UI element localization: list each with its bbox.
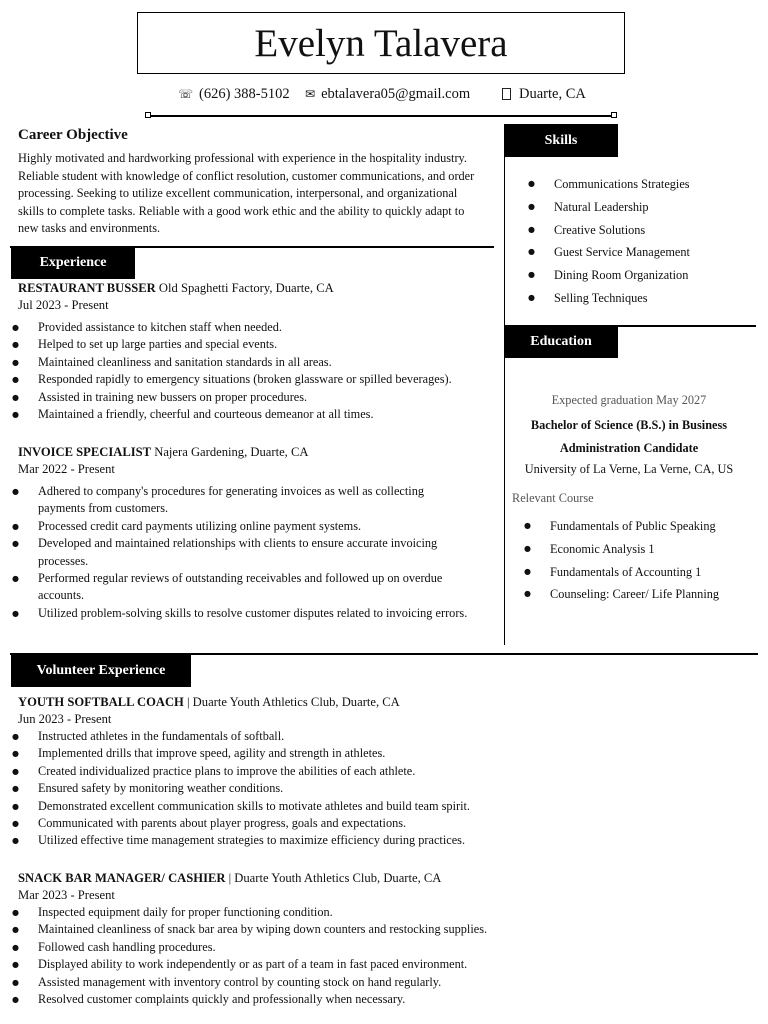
- bullet-item: ● Maintained a friendly, cheerful and courteous demeanor at all times.: [0, 406, 502, 423]
- applicant-name: Evelyn Talavera: [254, 21, 508, 65]
- job-org: | Duarte Youth Athletics Club, Duarte, CA: [228, 871, 442, 885]
- job-date: Jul 2023 - Present: [18, 298, 109, 312]
- bullet-item: ● Displayed ability to work independently or as part of a team in fast paced environment.: [0, 956, 558, 973]
- objective-text: [18, 150, 498, 238]
- bullet-item: ● Responded rapidly to emergency situations (broken glassware or spilled beverages).: [0, 371, 502, 388]
- job-title-line: [18, 694, 538, 711]
- phone-icon: ☏: [178, 87, 194, 101]
- degree-title: [504, 414, 754, 460]
- bullet-continuation-text: processes.: [38, 553, 89, 568]
- course-item: ● Counseling: Career/ Life Planning: [513, 583, 763, 606]
- job-org: Najera Gardening, Duarte, CA: [154, 445, 309, 459]
- job-bullets: [0, 483, 508, 622]
- objective-line: Highly motivated and hardworking professional with experience in the hospitality industry.: [18, 151, 467, 165]
- phone-text: (626) 388-5102: [199, 85, 290, 102]
- contact-email: [305, 84, 470, 104]
- job-date: Mar 2022 - Present: [18, 462, 115, 476]
- job-org: | Duarte Youth Athletics Club, Duarte, CA: [187, 695, 400, 709]
- job-date: Jun 2023 - Present: [18, 712, 112, 726]
- skill-item: ● Selling Techniques: [504, 287, 764, 310]
- bullet-item: ● Instructed athletes in the fundamentals of softball.: [0, 728, 538, 745]
- bullet-item: ● Ensured safety by monitoring weather conditions.: [0, 780, 538, 797]
- volunteer-heading: Volunteer Experience: [11, 654, 191, 687]
- job-title-line: [18, 280, 502, 297]
- bullet-item: ● Helped to set up large parties and special events.: [0, 336, 502, 353]
- rule-node-right: [611, 112, 617, 118]
- bullet-item: ● Performed regular reviews of outstanding receivables and followed up on overdue: [0, 570, 508, 587]
- job-bullets: [0, 904, 558, 1008]
- job-title: RESTAURANT BUSSER: [18, 281, 156, 295]
- bullet-item: ● Implemented drills that improve speed, agility and strength in athletes.: [0, 745, 538, 762]
- skills-list: [504, 173, 764, 310]
- email-text: ebtalavera05@gmail.com: [321, 85, 471, 102]
- bullet-item: ● Developed and maintained relationships with clients to ensure accurate invoicing: [0, 535, 508, 552]
- objective-line: new tasks and environments.: [18, 221, 161, 236]
- course-item: ● Fundamentals of Accounting 1: [513, 561, 763, 584]
- course-item: ● Fundamentals of Public Speaking: [513, 515, 763, 538]
- bullet-item: ● Created individualized practice plans to improve the abilities of each athlete.: [0, 763, 538, 780]
- rule-node-left: [145, 112, 151, 118]
- location-text: Duarte, CA: [519, 85, 586, 102]
- education-heading: Education: [504, 325, 618, 358]
- bullet-item: ● Adhered to company's procedures for generating invoices as well as collecting: [0, 483, 508, 500]
- volunteer-job-2: [18, 870, 558, 1008]
- objective-line: processing. Seeking to utilize excellent communication, interpersonal, and organizational: [18, 186, 458, 201]
- bullet-item: ● Resolved customer complaints quickly and professionally when necessary.: [0, 991, 558, 1008]
- bullet-item: ● Maintained cleanliness of snack bar area by wiping down counters and restocking supplies.: [0, 921, 558, 938]
- bullet-item: ● Utilized problem-solving skills to resolve customer disputes related to invoicing errors.: [0, 605, 508, 622]
- degree-line: Bachelor of Science (B.S.) in Business: [530, 418, 728, 432]
- experience-job-1: [18, 280, 502, 423]
- degree-line: Administration Candidate: [559, 441, 699, 455]
- job-title: INVOICE SPECIALIST: [18, 445, 152, 459]
- bullet-continuation: [0, 587, 508, 604]
- objective-line: Reliable student with knowledge of conflict resolution, customer communications, and order: [18, 168, 475, 183]
- skill-item: ● Communications Strategies: [504, 173, 764, 196]
- contact-phone: [178, 84, 290, 104]
- objective-heading: Career Objective: [18, 127, 128, 143]
- job-title-line: [18, 444, 508, 461]
- name-box: [137, 12, 625, 74]
- course-item: ● Economic Analysis 1: [513, 538, 763, 561]
- bullet-continuation-text: accounts.: [38, 588, 85, 603]
- course-list: [513, 515, 763, 606]
- skill-item: ● Guest Service Management: [504, 241, 764, 264]
- location-icon: [502, 88, 511, 100]
- bullet-item: ● Assisted management with inventory control by counting stock on hand regularly.: [0, 974, 558, 991]
- experience-job-2: [18, 444, 508, 622]
- job-bullets: [0, 728, 538, 850]
- volunteer-job-1: [18, 694, 538, 850]
- bullet-item: ● Followed cash handling procedures.: [0, 939, 558, 956]
- bullet-item: ● Communicated with parents about player progress, goals and expectations.: [0, 815, 538, 832]
- bullet-item: ● Inspected equipment daily for proper functioning condition.: [0, 904, 558, 921]
- job-org: Old Spaghetti Factory, Duarte, CA: [158, 281, 334, 295]
- objective-line: skills to complete tasks. Reliable with a good work ethic and the ability to quickly adapt to: [18, 203, 465, 218]
- expected-graduation: Expected graduation May 2027: [551, 393, 707, 407]
- bullet-item: ● Provided assistance to kitchen staff when needed.: [0, 319, 502, 336]
- bullet-item: ● Processed credit card payments utilizing online payment systems.: [0, 518, 508, 535]
- course-heading: Relevant Course: [512, 491, 594, 505]
- skill-item: ● Natural Leadership: [504, 196, 764, 219]
- job-title: SNACK BAR MANAGER/ CASHIER: [18, 871, 226, 885]
- header-rule: [148, 115, 614, 117]
- job-title: YOUTH SOFTBALL COACH: [18, 695, 184, 709]
- bullet-continuation: [0, 500, 508, 517]
- bullet-item: ● Utilized effective time management strategies to maximize efficiency during practices.: [0, 832, 538, 849]
- school-name: University of La Verne, La Verne, CA, US: [524, 462, 734, 476]
- bullet-item: ● Maintained cleanliness and sanitation standards in all areas.: [0, 354, 502, 371]
- job-date: Mar 2023 - Present: [18, 888, 115, 902]
- skills-heading: Skills: [504, 124, 618, 157]
- bullet-continuation: [0, 553, 508, 570]
- job-bullets: [0, 319, 502, 423]
- experience-heading: Experience: [11, 246, 135, 279]
- skill-item: ● Dining Room Organization: [504, 264, 764, 287]
- envelope-icon: ✉: [305, 87, 316, 101]
- contact-location: [502, 84, 586, 104]
- bullet-item: ● Demonstrated excellent communication skills to motivate athletes and build team spirit.: [0, 798, 538, 815]
- bullet-continuation-text: payments from customers.: [38, 501, 169, 516]
- skill-item: ● Creative Solutions: [504, 219, 764, 242]
- job-title-line: [18, 870, 558, 887]
- bullet-item: ● Assisted in training new bussers on proper procedures.: [0, 389, 502, 406]
